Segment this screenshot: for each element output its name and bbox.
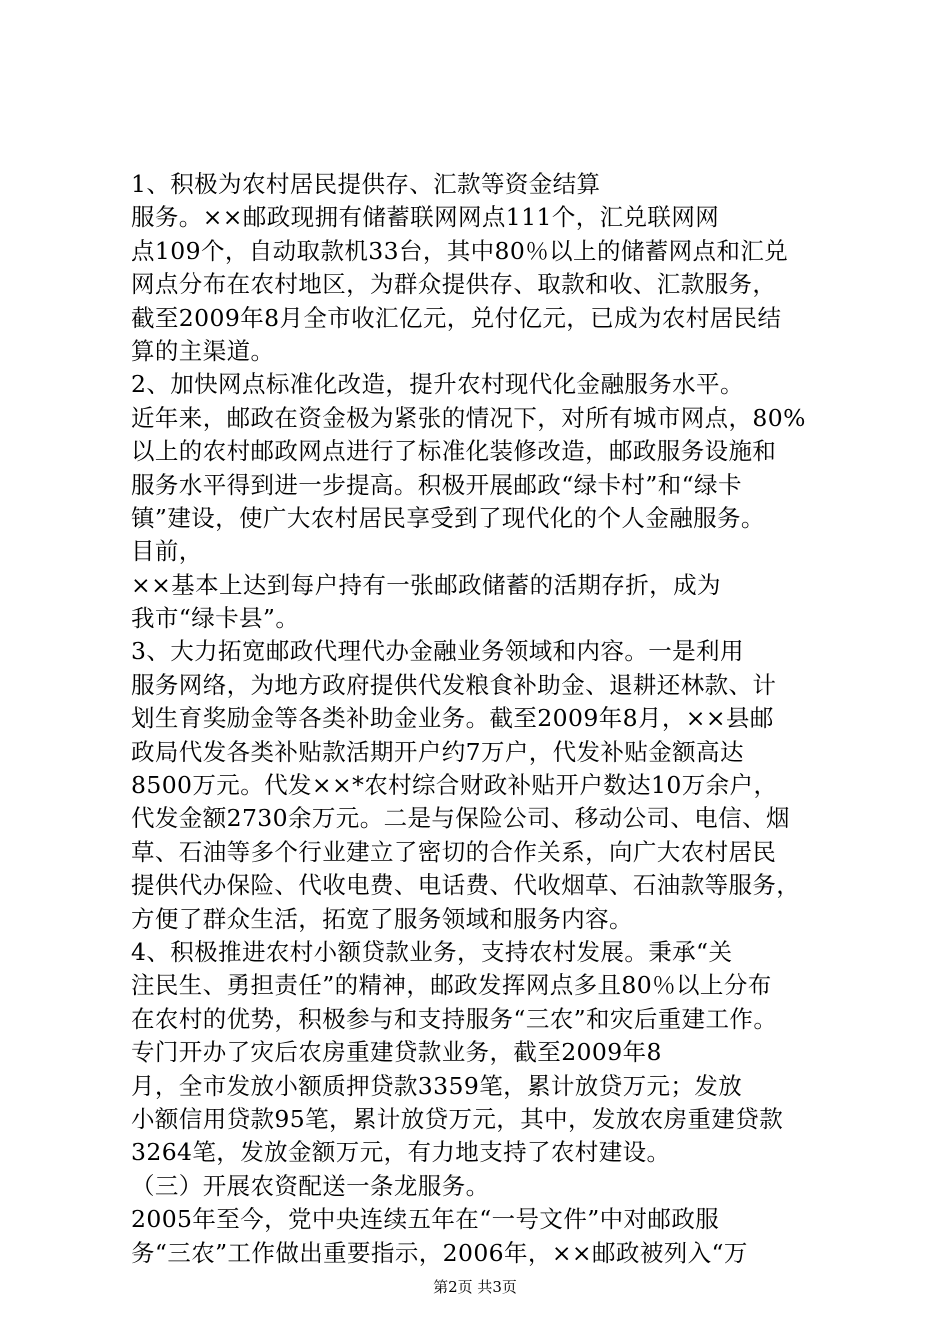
- text-line: 代发金额2730余万元。二是与保险公司、移动公司、电信、烟: [131, 804, 790, 833]
- text-line: 方便了群众生活，拓宽了服务领域和服务内容。: [131, 904, 633, 933]
- body-text: [131, 168, 831, 1270]
- text-line: 3264笔，发放金额万元，有力地支持了农村建设。: [131, 1138, 671, 1167]
- text-line: 点109个，自动取款机33台，其中80％以上的储蓄网点和汇兑: [131, 236, 789, 265]
- text-line: 2005年至今，党中央连续五年在“一号文件”中对邮政服: [131, 1205, 720, 1234]
- text-line: （三）开展农资配送一条龙服务。: [131, 1171, 490, 1200]
- text-line: 服务网络，为地方政府提供代发粮食补助金、退耕还林款、计: [131, 670, 777, 699]
- text-line: 算的主渠道。: [131, 336, 275, 365]
- text-line: 8500万元。代发××*农村综合财政补贴开户数达10万余户，: [131, 771, 778, 800]
- text-line: 专门开办了灾后农房重建贷款业务，截至2009年8: [131, 1038, 662, 1067]
- text-line: 我市“绿卡县”。: [131, 604, 300, 633]
- text-line: 4、积极推进农村小额贷款业务，支持农村发展。秉承“关: [131, 937, 733, 966]
- text-line: 小额信用贷款95笔，累计放贷万元，其中，发放农房重建贷款: [131, 1104, 784, 1133]
- text-line: ××基本上达到每户持有一张邮政储蓄的活期存折，成为: [131, 570, 721, 599]
- text-line: 草、石油等多个行业建立了密切的合作关系，向广大农村居民: [131, 837, 777, 866]
- text-line: 注民生、勇担责任”的精神，邮政发挥网点多且80％以上分布: [131, 971, 772, 1000]
- text-line: 务“三农”工作做出重要指示，2006年，××邮政被列入“万: [131, 1238, 748, 1267]
- page-number-footer: 第2页 共3页: [433, 1278, 517, 1296]
- text-line: 服务。××邮政现拥有储蓄联网网点111个，汇兑联网网: [131, 203, 720, 232]
- text-line: 1、积极为农村居民提供存、汇款等资金结算: [131, 170, 601, 198]
- text-line: 以上的农村邮政网点进行了标准化装修改造，邮政服务设施和: [131, 437, 777, 466]
- text-line: 截至2009年8月全市收汇亿元，兑付亿元，已成为农村居民结: [131, 303, 782, 332]
- text-line: 网点分布在农村地区，为群众提供存、取款和收、汇款服务，: [131, 270, 777, 299]
- text-line: 镇”建设，使广大农村居民享受到了现代化的个人金融服务。: [131, 503, 765, 532]
- text-line: 月，全市发放小额质押贷款3359笔，累计放贷万元；发放: [131, 1071, 743, 1100]
- text-line: 在农村的优势，积极参与和支持服务“三农”和灾后重建工作。: [131, 1004, 778, 1033]
- text-line: 2、加快网点标准化改造，提升农村现代化金融服务水平。: [131, 370, 744, 399]
- text-line: 目前，: [131, 537, 203, 566]
- text-line: 服务水平得到进一步提高。积极开展邮政“绿卡村”和“绿卡: [131, 470, 742, 499]
- text-line: 政局代发各类补贴款活期开户约7万户，代发补贴金额高达: [131, 737, 744, 766]
- text-line: 划生育奖励金等各类补助金业务。截至2009年8月，××县邮: [131, 704, 774, 733]
- text-line: 近年来，邮政在资金极为紧张的情况下，对所有城市网点，80%: [131, 403, 806, 432]
- text-line: 提供代办保险、代收电费、电话费、代收烟草、石油款等服务，: [131, 871, 801, 900]
- text-line: 3、大力拓宽邮政代理代办金融业务领域和内容。一是利用: [131, 637, 744, 666]
